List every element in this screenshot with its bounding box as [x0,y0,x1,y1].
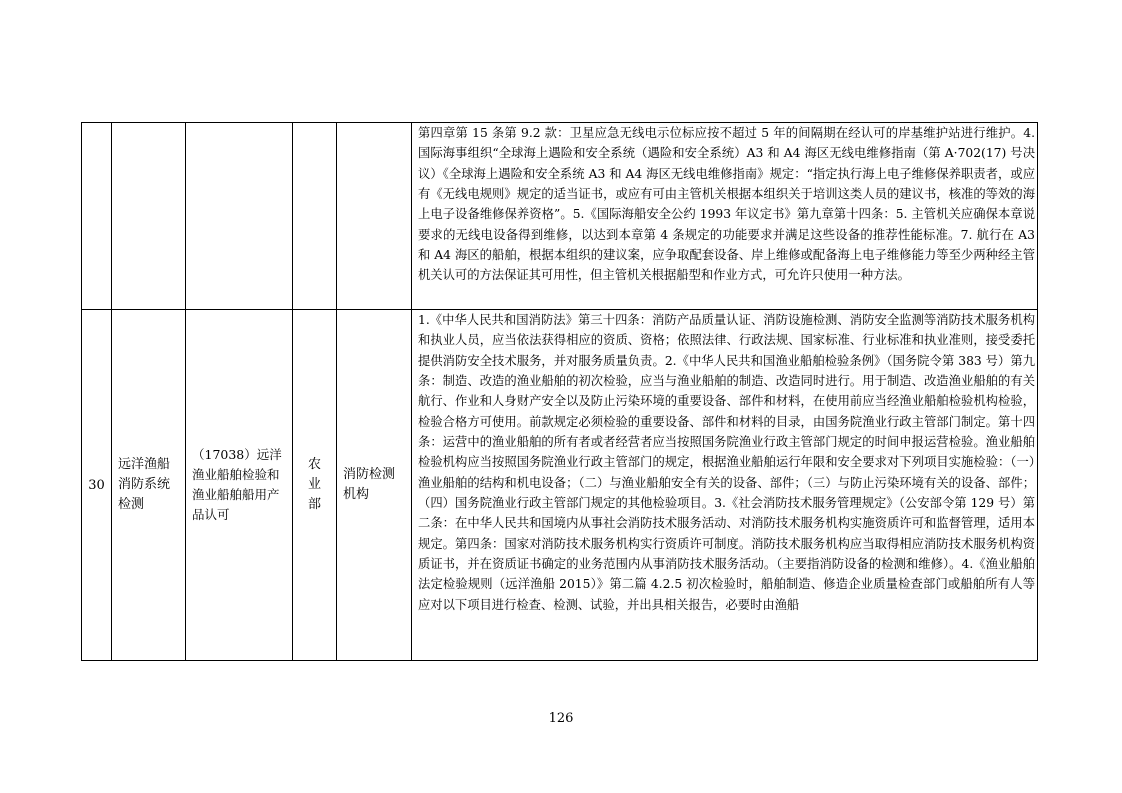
regulation-table [81,122,1038,661]
legal-basis-cell [412,310,1038,661]
item-name-cell: 远洋渔船消防系统检测 [112,310,186,661]
institution-type-cell [337,123,412,310]
department-cell [293,123,337,310]
legal-basis-text: 1.《中华人民共和国消防法》第三十四条：消防产品质量认证、消防设施检测、消防安全监测等消防技术服务机构和执业人员，应当依法获得相应的资质、资格；依照法律、行政法规、国家标准、行业标准和执业准则，接受委托提供消防安全技术服务，并对服务质量负责。2.《中华人民共和国渔业船舶检验条例》（国务院令第 383 号）第九条：制造、改造的渔业船舶的初次检验，应当与渔业船舶的制造、改造同时进行。用于制造、改造渔业船舶的有关航行、作业和人身财产安全以及防止污染环境的重要设备、部件和材料，在使用前应当经渔业船舶检验机构检验，检验合格方可使用。前款规定必须检验的重要设备、部件和材料的目录，由国务院渔业行政主管部门制定。第十四条：运营中的渔业船舶的所有者或者经营者应当按照国务院渔业行政主管部门规定的时间申报运营检验。渔业船舶检验机构应当按照国务院渔业行政主管部门的规定，根据渔业船舶运行年限和安全要求对下列项目实施检验：（一）渔业船舶的结构和机电设备；（二）与渔业船舶安全有关的设备、部件；（三）与防止污染环境有关的设备、部件；（四）国务院渔业行政主管部门规定的其他检验项目。3.《社会消防技术服务管理规定》（公安部令第 129 号）第二条：在中华人民共和国境内从事社会消防技术服务活动、对消防技术服务机构实施资质许可和监督管理，适用本规定。第四条：国家对消防技术服务机构实行资质许可制度。消防技术服务机构应当取得相应消防技术服务机构资质证书，并在资质证书确定的业务范围内从事消防技术服务活动。（主要指消防设备的检测和维修）。4.《渔业船舶法定检验规则（远洋渔船 2015）》第二篇 4.2.5 初次检验时，船舶制造、修造企业质量检查部门或船舶所有人等应对以下项目进行检查、检测、试验，并出具相关报告，必要时由渔船 [418,313,1035,612]
row-number-cell: 30 [82,310,112,661]
department-cell: 农业部 [293,310,337,661]
institution-type-cell: 消防检测机构 [337,310,412,661]
table-row-30 [82,310,1038,661]
permit-cell: （17038）远洋渔业船舶检验和渔业船舶船用产品认可 [186,310,293,661]
permit-cell [186,123,293,310]
page-number: 126 [548,711,574,726]
table-row-continued [82,123,1038,310]
legal-basis-text: 第四章第 15 条第 9.2 款：卫星应急无线电示位标应按不超过 5 年的间隔期在经认可的岸基维护站进行维护。4. 国际海事组织“全球海上遇险和安全系统（遇险和安全系统）A3 和 A4 海区无线电维修指南（第 A·702(17) 号决议）《全球海上遇险和安全系统 A3 和 A4 海区无线电维修指南》规定：“指定执行海上电子维修保养职责者，或应有《无线电规则》规定的适当证书，或应有可由主管机关根据本组织关于培训这类人员的建议书，核准的等效的海上电子设备维修保养资格”。5.《国际海船安全公约 1993 年议定书》第九章第十四条：5. 主管机关应确保本章说要求的无线电设备得到维修，以达到本章第 4 条规定的功能要求并满足这些设备的推荐性能标准。7. 航行在 A3 和 A4 海区的船舶，根据本组织的建议案，应争取配套设备、岸上维修或配备海上电子维修能力等至少两种经主管机关认可的方法保证其可用性，但主管机关根据船型和作业方式，可允许只使用一种方法。 [418,126,1035,283]
item-name-cell [112,123,186,310]
legal-basis-cell [412,123,1038,310]
row-number-cell [82,123,112,310]
